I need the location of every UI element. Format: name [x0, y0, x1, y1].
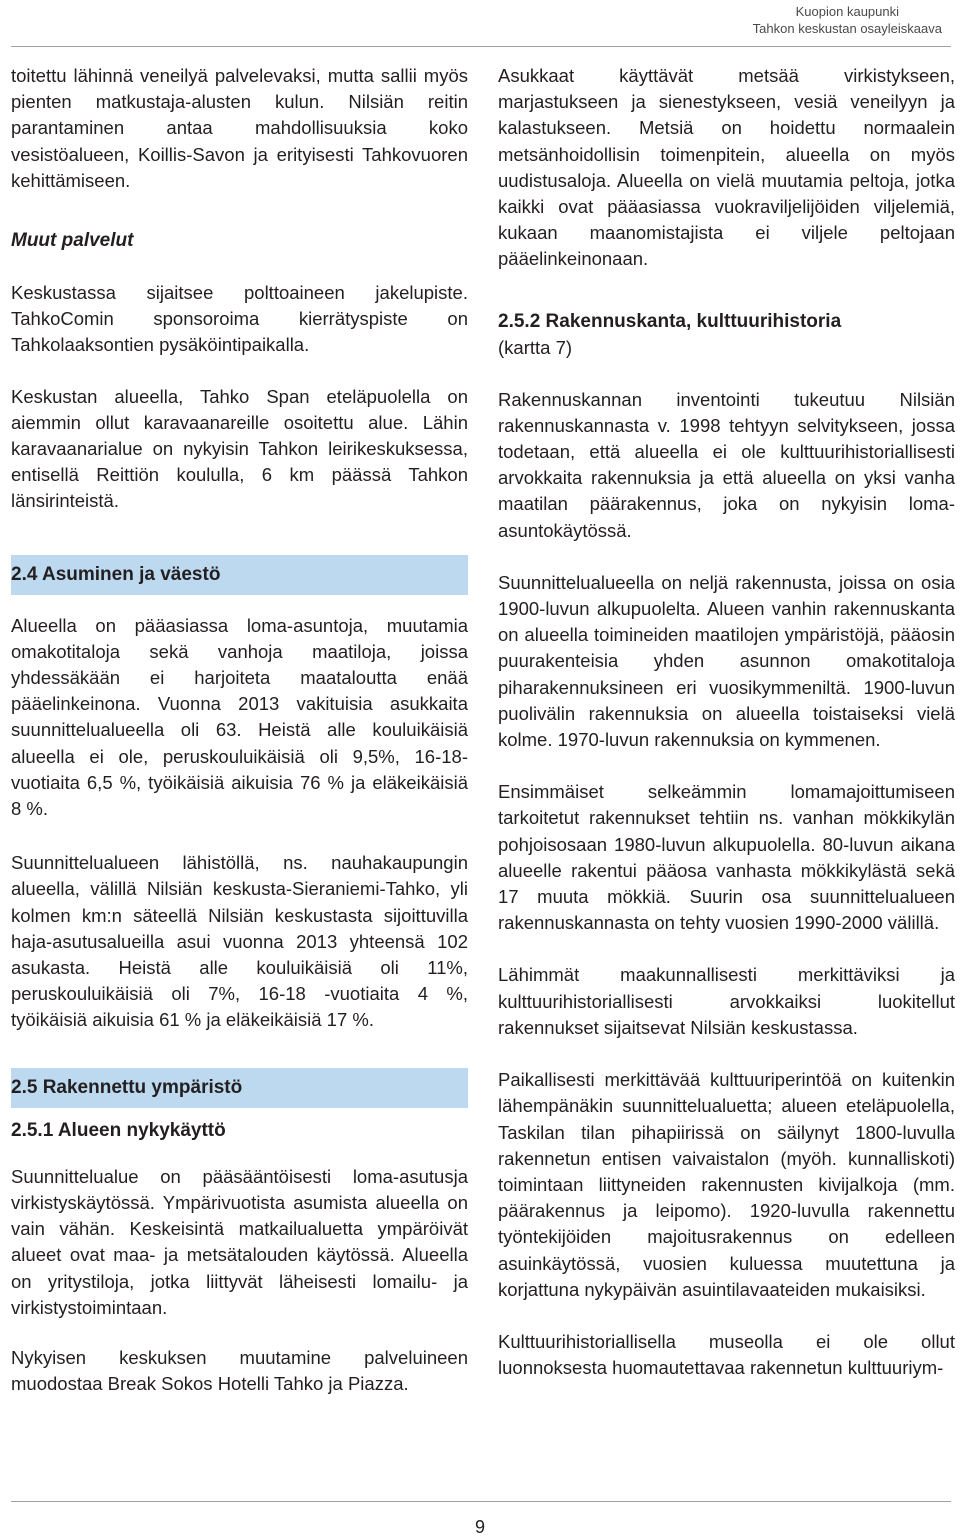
paragraph-museo: Kulttuurihistoriallisella museolla ei ole ollut luonnoksesta huomautettavaa rakennetun kulttuuriym- — [498, 1330, 955, 1379]
paragraph-vesisto: toitettu lähinnä veneilyä palvelevaksi, mutta sallii myös pienten matkustaja-alusten kulun. Nilsiän reitin parantaminen antaa mahdollisuuksia koko vesistöalueen, Koillis-Savon ja erityisesti Tahkovuoren kehittämiseen. — [11, 65, 468, 191]
paragraph-kulttuuriperinto: Paikallisesti merkittävää kulttuuriperintöä on kuitenkin lähempänäkin suunnittelualuetta; alueen eteläpuolella, Taskilan tilan pihapiirissä on säilynyt 1800-luvulla rakennetun entisen vaivaistalon (myöh. kunnalliskoti) toimintaan liittyneiden rakennusten kivijalkoja (mm. päärakennus ja leipomo). 1920-luvulla rakennettu työntekijöiden majoitusrakennus on edelleen asuinkäytössä, vuosien kuluessa muutettuna ja korjattuna nykypäivän asuintilavaateiden mukaisiksi. — [498, 1069, 955, 1300]
right-column — [498, 63, 955, 1381]
paragraph-asukkaat-2013: Alueella on pääasiassa loma-asuntoja, muutamia omakotitaloja sekä vanhoja maatiloja, joissa yhdessäkään ei harjoiteta maataloutta enää pääelinkeinona. Vuonna 2013 vakituisia asukkaita suunnittelualueella oli 63. Heistä alle kouluikäisiä alueella ei ole, peruskouluikäisiä oli 9,5%, 16-18-vuotiaita 6,5 %, työikäisiä aikuisia 76 % ja eläkeikäisiä 8 %. — [11, 614, 468, 820]
footer-divider — [11, 1501, 951, 1502]
page-number: 9 — [474, 1517, 485, 1537]
heading-alueen-nykykaytto: 2.5.1 Alueen nykykäyttö — [11, 1119, 226, 1141]
heading-kartta-reference: (kartta 7) — [498, 336, 573, 358]
paragraph-keskus-palvelut: Nykyisen keskuksen muutamine palveluineen muodostaa Break Sokos Hotelli Tahko ja Piazza. — [11, 1346, 468, 1395]
paragraph-karavaani: Keskustan alueella, Tahko Span eteläpuolella on aiemmin ollut karavaanareille osoitettu alue. Lähin karavaanarialue on nykyisin Tahkon leirikeskuksessa, entisellä Reittiön koululla, 6 km päässä Tahkon länsirinteistä. — [11, 385, 468, 512]
paragraph-lomamajoitus: Ensimmäiset selkeämmin lomamajoittumiseen tarkoitetut rakennukset tehtiin ns. vanhan mökkikylän pohjoisosaan 1980-luvun alkupuolella. 80-luvun aikana alueelle rakentui pääosa vanhasta mökkikylästä sekä 17 muuta mökkiä. Suurin osa suunnittelualueen rakennuskannasta on tehty vuosien 1990-2000 välillä. — [498, 781, 955, 934]
paragraph-vanhin-rakennuskanta: Suunnittelualueella on neljä rakennusta, joissa on osia 1900-luvun alkupuolelta. Alueen vanhin rakennuskanta on alueella toimineiden maatilojen ympäristöjä, pääosin puurakenteisia yhden asunnon omakotitaloja piharakennuksineen eri vuosikymmeniltä. 1900-luvun puolivälin rakennuksia on alueella toistaiseksi vielä kolme. 1970-luvun rakennuksia on kymmenen. — [498, 571, 955, 751]
heading-asuminen-vaesto: 2.4 Asuminen ja väestö — [11, 555, 468, 595]
header-divider — [11, 46, 951, 47]
paragraph-polttoaine: Keskustassa sijaitsee polttoaineen jakelupiste. TahkoComin sponsoroima kierrätyspiste on Tahkolaaksontien pysäköintipaikalla. — [11, 282, 468, 356]
heading-rakennettu-ymparisto: 2.5 Rakennettu ympäristö — [11, 1068, 468, 1108]
paragraph-metsat: Asukkaat käyttävät metsää virkistykseen, marjastukseen ja sienestykseen, vesiä veneilyyn ja kalastukseen. Metsiä on hoidettu normaalein metsänhoidollisin toimenpitein, alueella on myös uudistusaloja. Alueella on vielä muutamia peltoja, jotka kaikki ovat pääasiassa vuokraviljelijöiden viljelemiä, kukaan maanomistajista ei viljele peltojaan pääelinkeinonaan. — [498, 65, 955, 270]
heading-rakennuskanta: 2.5.2 Rakennuskanta, kulttuurihistoria — [498, 310, 842, 332]
heading-muut-palvelut: Muut palvelut — [11, 230, 134, 252]
page-header — [753, 3, 942, 37]
paragraph-nykykaytto: Suunnittelualue on pääsääntöisesti loma-asutusja virkistyskäytössä. Ympärivuotista asumista alueella on vain vähän. Keskeisintä matkailualuetta ympäröivät alueet ovat maa- ja metsätalouden käytössä. Alueella on yritystiloja, jotka liittyvät läheisesti lomailu- ja virkistystoimintaan. — [11, 1165, 468, 1318]
header-document-title: Tahkon keskustan osayleiskaava — [752, 21, 942, 36]
paragraph-maakunnallisesti: Lähimmät maakunnallisesti merkittäviksi ja kulttuurihistoriallisesti arvokkaiksi luokitellut rakennukset sijaitsevat Nilsiän keskustassa. — [498, 964, 955, 1038]
left-column — [11, 63, 468, 1397]
paragraph-nauhakaupunki: Suunnittelualueen lähistöllä, ns. nauhakaupungin alueella, välillä Nilsiän keskusta-Sieraniemi-Tahko, yli kolmen km:n säteellä Nilsiän keskustasta sijoittuvilla haja-asutusalueilla asui vuonna 2013 yhteensä 102 asukasta. Heistä alle kouluikäisiä oli 11%, peruskouluikäisiä oli 7%, 16-18 -vuotiaita 4 %, työikäisiä aikuisia 61 % ja eläkeikäisiä 17 %. — [11, 852, 468, 1031]
header-organization: Kuopion kaupunki — [795, 4, 899, 19]
paragraph-inventointi: Rakennuskannan inventointi tukeutuu Nilsiän rakennuskannasta v. 1998 tehtyyn selvitykseen, jossa todetaan, että alueella ei ole kulttuurihistoriallisesti arvokkaita rakennuksia ja että alueella on yksi vanha maatilan päärakennus, joka on nykyisin loma-asuntokäytössä. — [498, 388, 955, 541]
